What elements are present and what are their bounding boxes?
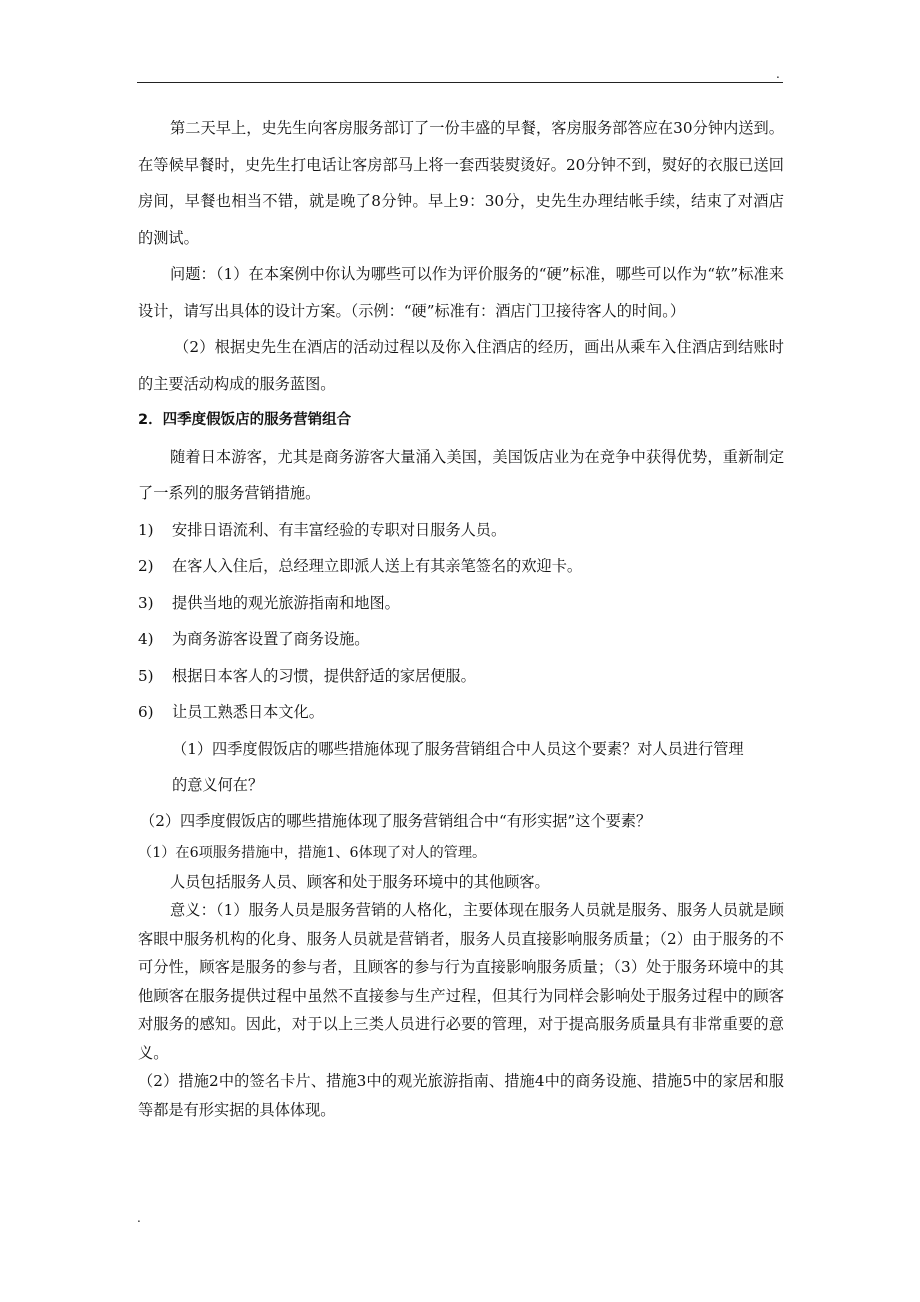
- answer-1-meaning: 意义：（1）服务人员是服务营销的人格化，主要体现在服务人员就是服务、服务人员就是顾客眼中服务机构的化身、服务人员就是营销者，服务人员直接影响服务质量；（2）由于服务的不可分性，顾客是服务的参与者，且顾客的参与行为直接影响服务质量；（3）处于服务环境中的其他顾客在服务提供过程中虽然不直接参与生产过程，但其行为同样会影响处于服务过程中的顾客对服务的感知。因此，对于以上三类人员进行必要的管理，对于提高服务质量具有非常重要的意义。: [138, 901, 784, 1062]
- document-body: [138, 110, 784, 1124]
- measures-list: [138, 512, 784, 731]
- footer-mark: .: [137, 1211, 141, 1225]
- list-text: 为商务游客设置了商务设施。: [172, 630, 370, 648]
- answer-1: （1）在6项服务措施中，措施1、6体现了对人的管理。: [138, 844, 487, 861]
- case2-heading: 2．四季度假饭店的服务营销组合: [138, 412, 352, 428]
- list-item: [138, 512, 784, 549]
- case2-question-1-line2: 的意义何在？: [172, 775, 264, 794]
- case1-paragraph: 第二天早上，史先生向客房服务部订了一份丰盛的早餐，客房服务部答应在30分钟内送到。在等候早餐时，史先生打电话让客房部马上将一套西装熨烫好。20分钟不到，熨好的衣服已送回房间，早餐也相当不错，就是晚了8分钟。早上9：30分，史先生办理结帐手续，结束了对酒店的测试。: [138, 119, 784, 247]
- list-item: [138, 658, 784, 695]
- list-number: 1): [138, 520, 154, 539]
- list-item: [138, 621, 784, 658]
- case1-question-1: 问题：（1）在本案例中你认为哪些可以作为评价服务的“硬”标准，哪些可以作为“软”标准来设计，请写出具体的设计方案。（示例：“硬”标准有：酒店门卫接待客人的时间。）: [138, 265, 784, 320]
- list-text: 安排日语流利、有丰富经验的专职对日服务人员。: [172, 520, 507, 539]
- list-number: 3): [138, 593, 154, 612]
- list-text: 让员工熟悉日本文化。: [172, 703, 324, 721]
- list-text: 根据日本客人的习惯，提供舒适的家居便服。: [172, 666, 476, 685]
- list-number: 5): [138, 666, 154, 685]
- case2-intro: 随着日本游客，尤其是商务游客大量涌入美国，美国饭店业为在竞争中获得优势，重新制定了一系列的服务营销措施。: [138, 447, 784, 502]
- list-number: 4): [138, 630, 154, 648]
- header-rule: [137, 82, 783, 83]
- list-item: [138, 694, 784, 731]
- list-number: 2): [138, 557, 154, 575]
- list-text: 提供当地的观光旅游指南和地图。: [172, 593, 400, 612]
- list-item: [138, 585, 784, 622]
- answer-1-people: 人员包括服务人员、顾客和处于服务环境中的其他顾客。: [170, 872, 550, 891]
- case2-question-1-line1: （1）四季度假饭店的哪些措施体现了服务营销组合中人员这个要素？对人员进行管理: [172, 739, 744, 758]
- list-item: [138, 548, 784, 585]
- header-mark: .: [776, 67, 780, 81]
- list-text: 在客人入住后，总经理立即派人送上有其亲笔签名的欢迎卡。: [172, 557, 583, 575]
- list-number: 6): [138, 703, 154, 721]
- answer-2: （2）措施2中的签名卡片、措施3中的观光旅游指南、措施4中的商务设施、措施5中的家居和服等都是有形实据的具体体现。: [138, 1072, 784, 1119]
- case2-question-2: （2）四季度假饭店的哪些措施体现了服务营销组合中“有形实据”这个要素？: [140, 811, 652, 830]
- case1-question-2: （2）根据史先生在酒店的活动过程以及你入住酒店的经历，画出从乘车入住酒店到结账时的主要活动构成的服务蓝图。: [138, 338, 784, 393]
